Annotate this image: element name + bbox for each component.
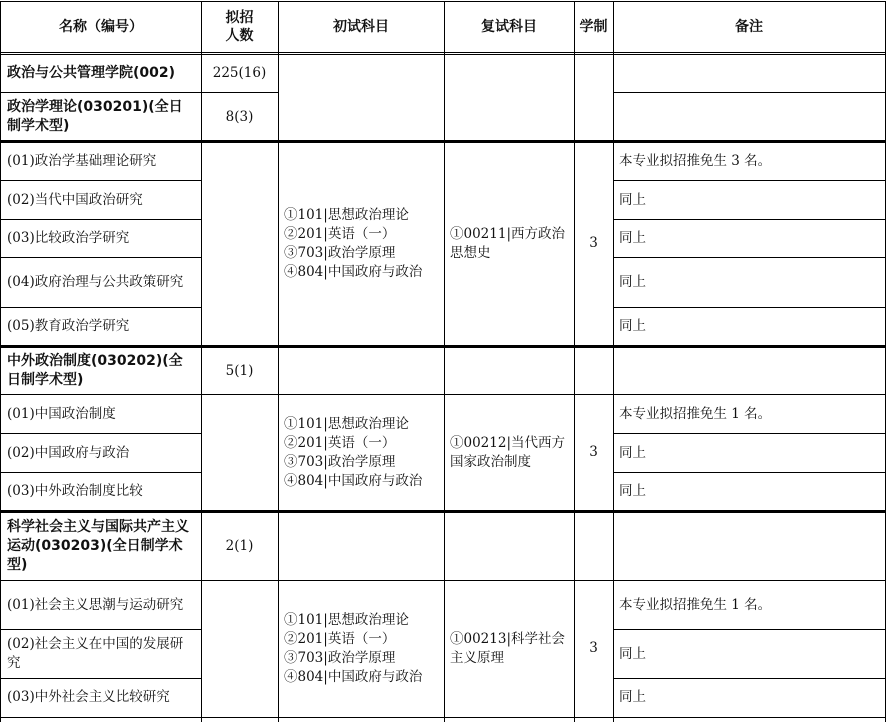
major-quota: 8(3) (225, 108, 254, 125)
school-quota: 225(16) (212, 64, 267, 81)
study-years: 3 (589, 640, 598, 656)
note-item: 同上 (619, 645, 646, 662)
table-border (0, 1, 886, 2)
header-divider (0, 54, 886, 55)
note-item: 同上 (619, 444, 646, 461)
header-divider (0, 52, 886, 53)
row-divider (0, 580, 886, 581)
direction-item: (03)中外政治制度比较 (7, 483, 143, 499)
row-divider (0, 219, 202, 220)
direction-item: (05)教育政治学研究 (7, 318, 130, 334)
note-item: 本专业拟招推免生 1 名。 (619, 596, 772, 613)
initial-exam-subjects (278, 395, 444, 510)
initial-exam-subjects (278, 581, 444, 716)
initial-exam-subjects (278, 142, 444, 345)
exam-subject: ③703|政治学原理 (284, 244, 396, 261)
exam-subject: ②201|英语（一） (284, 434, 396, 451)
row-divider (613, 472, 886, 473)
note-item: 同上 (619, 689, 646, 705)
study-years: 3 (589, 444, 598, 460)
note-item: 同上 (619, 483, 646, 499)
row-divider (613, 219, 886, 220)
retest-exam-subject: ①00212|当代西方国家政治制度 (450, 434, 565, 470)
major-name: 中外政治制度(030202)(全日制学术型) (7, 353, 183, 388)
header-years: 学制 (579, 19, 608, 35)
column-divider (885, 1, 886, 722)
header-note: 备注 (735, 19, 763, 35)
column-divider (613, 1, 614, 722)
section-divider (0, 510, 886, 513)
direction-item: (01)中国政治制度 (7, 405, 116, 422)
school-name: 政治与公共管理学院(002) (7, 64, 176, 81)
row-divider (0, 92, 279, 93)
column-divider (444, 1, 445, 722)
note-item: 同上 (619, 230, 646, 246)
major-name: 科学社会主义与国际共产主义运动(030203)(全日制学术型) (7, 519, 189, 573)
row-divider (0, 629, 202, 630)
row-divider (613, 257, 886, 258)
note-item: 同上 (619, 274, 646, 290)
note-item: 同上 (619, 318, 646, 334)
row-divider (0, 180, 202, 181)
row-divider (613, 307, 886, 308)
direction-item: (02)当代中国政治研究 (7, 191, 143, 208)
exam-subject: ②201|英语（一） (284, 630, 396, 647)
direction-item: (03)中外社会主义比较研究 (7, 689, 170, 705)
exam-subject: ①101|思想政治理论 (284, 415, 409, 432)
retest-exam-subject: ①00211|西方政治思想史 (450, 225, 565, 261)
row-divider (613, 433, 886, 434)
section-divider (0, 345, 886, 348)
exam-subject: ④804|中国政府与政治 (284, 668, 423, 685)
major-quota: 2(1) (225, 538, 254, 554)
note-item: 本专业拟招推免生 1 名。 (619, 405, 772, 422)
retest-exam-subject: ①00213|科学社会主义原理 (450, 630, 565, 666)
direction-item: (01)社会主义思潮与运动研究 (7, 596, 184, 613)
section-divider (0, 140, 886, 143)
exam-subject: ④804|中国政府与政治 (284, 263, 423, 280)
row-divider (613, 180, 886, 181)
row-divider (0, 678, 202, 679)
direction-item: (03)比较政治学研究 (7, 230, 130, 246)
direction-item: (02)中国政府与政治 (7, 444, 130, 461)
row-divider (0, 433, 202, 434)
direction-item: (01)政治学基础理论研究 (7, 152, 157, 169)
row-divider (613, 629, 886, 630)
exam-subject: ③703|政治学原理 (284, 649, 396, 666)
row-divider (0, 394, 886, 395)
major-name: 政治学理论(030201)(全日制学术型) (7, 99, 183, 134)
exam-subject: ①101|思想政治理论 (284, 206, 409, 223)
header-quota: 拟招人数 (225, 10, 254, 44)
row-divider (613, 678, 886, 679)
direction-item: (02)社会主义在中国的发展研究 (7, 636, 184, 671)
exam-subject: ④804|中国政府与政治 (284, 472, 423, 489)
note-item: 本专业拟招推免生 3 名。 (619, 152, 772, 169)
direction-item: (04)政府治理与公共政策研究 (7, 274, 184, 290)
table-border (0, 717, 886, 718)
header-initial-exam: 初试科目 (333, 19, 389, 35)
row-divider (0, 307, 202, 308)
study-years: 3 (589, 235, 598, 251)
row-divider (0, 472, 202, 473)
header-retest-exam: 复试科目 (481, 19, 537, 35)
row-divider (613, 92, 886, 93)
column-divider (0, 1, 1, 722)
header-name: 名称（编号） (59, 19, 143, 35)
column-divider (201, 1, 202, 722)
column-divider (574, 1, 575, 722)
exam-subject: ②201|英语（一） (284, 225, 396, 242)
column-divider (278, 1, 279, 722)
exam-subject: ③703|政治学原理 (284, 453, 396, 470)
row-divider (0, 257, 202, 258)
major-quota: 5(1) (225, 362, 254, 379)
exam-subject: ①101|思想政治理论 (284, 611, 409, 628)
note-item: 同上 (619, 191, 646, 208)
